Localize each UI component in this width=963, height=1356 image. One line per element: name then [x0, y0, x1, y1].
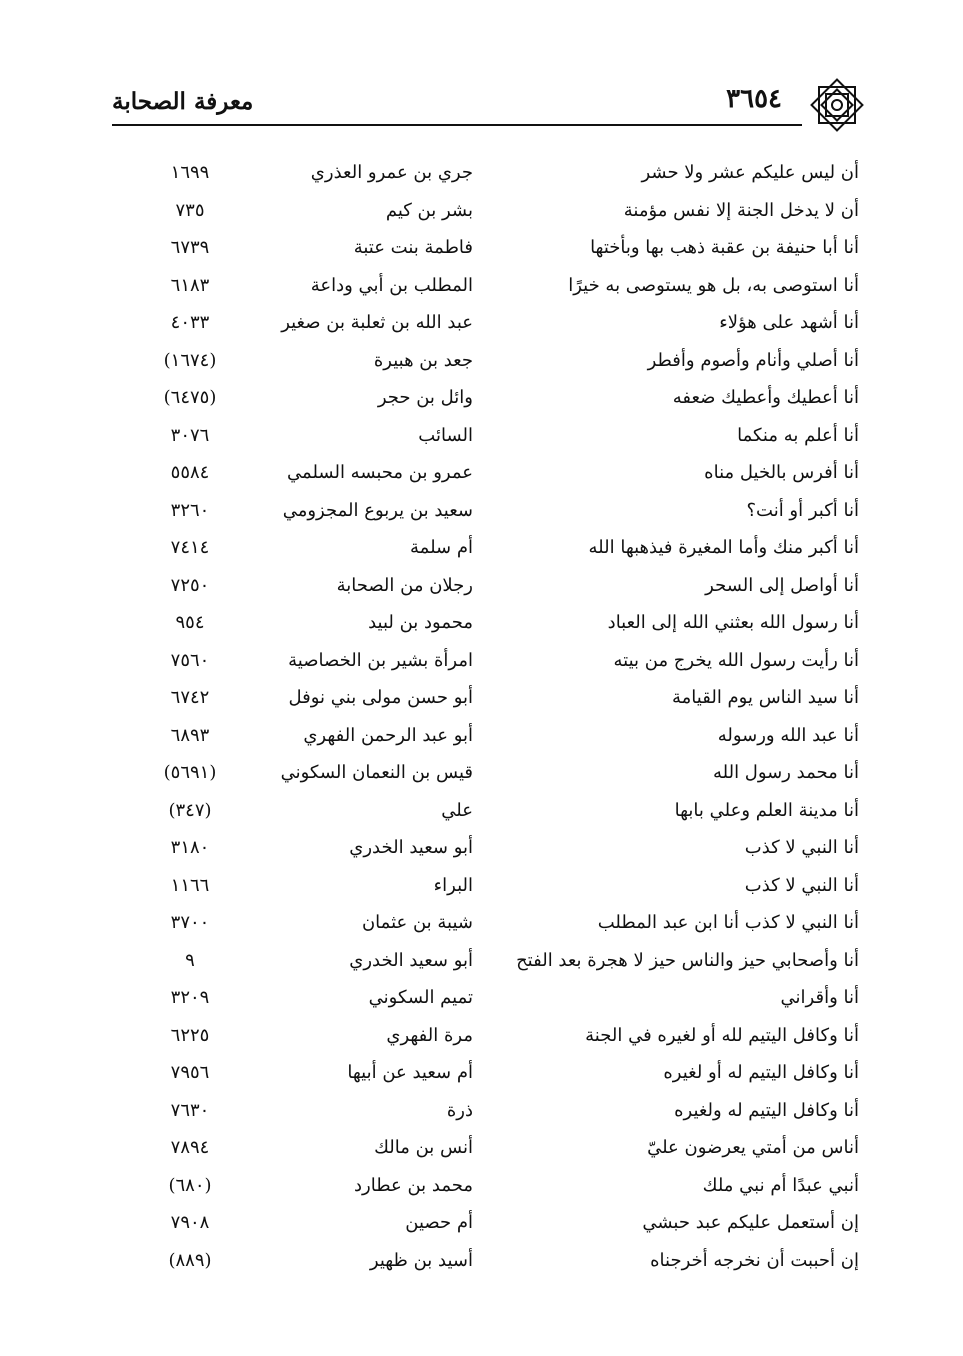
- hadith-text: أنا أعطيك وأعطيك ضعفه: [672, 387, 859, 408]
- hadith-number: (٥٦٩١): [163, 762, 217, 783]
- page-header: [112, 86, 862, 122]
- hadith-number: ٦١٨٣: [170, 274, 210, 296]
- narrator-name: شيبة بن عثمان: [361, 912, 473, 933]
- hadith-text: أنبي عبدًا أم نبي ملك: [702, 1174, 859, 1196]
- table-row: [0, 604, 963, 642]
- narrator-name: جري بن عمرو العذري: [310, 162, 473, 183]
- index-table: [0, 154, 963, 1279]
- hadith-number: (٨٨٩): [168, 1249, 212, 1271]
- hadith-number: ٧٨٩٤: [170, 1137, 210, 1158]
- hadith-number: ٧٩٥٦: [170, 1062, 210, 1083]
- hadith-number: ٧٦٣٠: [170, 1099, 210, 1121]
- narrator-name: علي: [441, 799, 473, 821]
- table-row: [0, 1204, 963, 1242]
- narrator-name: أبو عبد الرحمن الفهري: [303, 724, 473, 746]
- hadith-number: ٧٥٦٠: [170, 649, 210, 671]
- narrator-name: محمد بن عطارد: [354, 1174, 473, 1196]
- narrator-name: المطلب بن أبي وداعة: [310, 274, 473, 296]
- hadith-text: أنا عبد الله ورسوله: [717, 724, 859, 746]
- hadith-text: أنا أعلم به منكما: [737, 424, 859, 446]
- narrator-name: امرأة بشير بن الخصاصية: [288, 649, 473, 671]
- hadith-number: ٧٣٥: [175, 199, 205, 221]
- narrator-name: سعيد بن يربوع المجزومي: [282, 499, 473, 521]
- narrator-name: أبو سعيد الخدري: [349, 837, 473, 858]
- hadith-number: ٦٧٤٢: [170, 687, 210, 708]
- hadith-text: أنا محمد رسول الله: [712, 762, 859, 783]
- table-row: [0, 717, 963, 755]
- hadith-text: أنا أشهد على هؤلاء: [719, 312, 859, 333]
- table-row: [0, 642, 963, 680]
- table-row: [0, 754, 963, 792]
- hadith-text: أنا استوصى به، بل هو يستوصى به خيرًا: [568, 274, 859, 296]
- hadith-number: ٣٠٧٦: [170, 424, 210, 446]
- table-row: [0, 304, 963, 342]
- narrator-name: أنس بن مالك: [374, 1137, 473, 1158]
- hadith-text: أنا وأقراني: [780, 987, 859, 1008]
- table-row: [0, 1242, 963, 1280]
- narrator-name: السائب: [418, 424, 473, 446]
- hadith-text: أنا سيد الناس يوم القيامة: [672, 687, 859, 708]
- table-row: [0, 342, 963, 380]
- narrator-name: مرة الفهري: [386, 1024, 473, 1046]
- table-row: [0, 1054, 963, 1092]
- hadith-number: ١٦٩٩: [170, 162, 210, 183]
- hadith-number: ٣٢٠٩: [170, 987, 210, 1008]
- hadith-text: أنا رسول الله بعثني الله إلى العباد: [607, 612, 859, 633]
- hadith-number: ٣١٨٠: [170, 837, 210, 858]
- narrator-name: تميم السكوني: [368, 987, 473, 1008]
- hadith-text: إن أستعمل عليكم عبد حبشي: [642, 1212, 859, 1233]
- table-row: [0, 1092, 963, 1130]
- hadith-text: أنا أفرس بالخيل مناه: [704, 462, 859, 483]
- table-row: [0, 979, 963, 1017]
- hadith-number: ٦٧٣٩: [170, 237, 210, 258]
- table-row: [0, 529, 963, 567]
- table-row: [0, 1129, 963, 1167]
- table-row: [0, 454, 963, 492]
- narrator-name: بشر بن كيم: [385, 199, 473, 221]
- table-row: [0, 567, 963, 605]
- hadith-text: أنا النبي لا كذب أنا ابن عبد المطلب: [597, 912, 859, 933]
- hadith-text: أنا مدينة العلم وعلي بابها: [674, 799, 859, 821]
- hadith-text: أنا أصلي وأنام وأصوم وأفطر: [647, 349, 859, 371]
- table-row: [0, 679, 963, 717]
- hadith-number: ٧٩٠٨: [170, 1212, 210, 1233]
- narrator-name: عمرو بن محبسه السلمي: [287, 462, 473, 483]
- narrator-name: البراء: [433, 874, 473, 896]
- narrator-name: محمود بن لبيد: [368, 612, 473, 633]
- hadith-text: أنا النبي لا كذب: [744, 837, 859, 858]
- hadith-number: ٧٢٥٠: [170, 574, 210, 596]
- hadith-number: (٦٤٧٥): [163, 387, 217, 408]
- hadith-text: أنا أواصل إلى السحر: [705, 574, 859, 596]
- table-row: [0, 1167, 963, 1205]
- narrator-name: أم حصين: [405, 1212, 473, 1233]
- narrator-name: وائل بن حجر: [377, 387, 473, 408]
- narrator-name: قيس بن النعمان السكوني: [280, 762, 473, 783]
- hadith-number: ٣٢٦٠: [170, 499, 210, 521]
- hadith-text: أنا أكبر منك وأما المغيرة فيذهبها الله: [588, 537, 859, 558]
- hadith-text: أنا النبي لا كذب: [744, 874, 859, 896]
- table-row: [0, 792, 963, 830]
- narrator-name: أبو سعيد الخدري: [349, 949, 473, 971]
- hadith-number: ٤٠٣٣: [170, 312, 210, 333]
- hadith-number: ٦٨٩٣: [170, 724, 210, 746]
- hadith-number: ١١٦٦: [170, 874, 210, 896]
- table-row: [0, 904, 963, 942]
- hadith-number: (٦٨٠): [168, 1174, 212, 1196]
- book-title: معرفة الصحابة: [112, 88, 254, 115]
- narrator-name: أبو حسن مولى بني نوفل: [288, 687, 473, 708]
- table-row: [0, 417, 963, 455]
- narrator-name: جعد بن هبيرة: [373, 349, 473, 371]
- hadith-text: أنا رأيت رسول الله يخرج من بيته: [613, 649, 859, 671]
- hadith-text: أنا وأصحابي حيز والناس حيز لا هجرة بعد الفتح: [516, 949, 859, 971]
- table-row: [0, 229, 963, 267]
- hadith-number: ٩: [185, 949, 195, 971]
- table-row: [0, 267, 963, 305]
- table-row: [0, 192, 963, 230]
- table-row: [0, 154, 963, 192]
- narrator-name: فاطمة بنت عتبة: [353, 237, 473, 258]
- narrator-name: ذرة: [446, 1099, 473, 1121]
- ornament-icon: [806, 74, 868, 136]
- page-number: ٣٦٥٤: [726, 84, 782, 114]
- hadith-number: ٧٤١٤: [170, 537, 210, 558]
- table-row: [0, 867, 963, 905]
- hadith-text: أنا وكافل اليتيم له أو لغيره: [663, 1062, 859, 1083]
- table-row: [0, 829, 963, 867]
- table-row: [0, 1017, 963, 1055]
- hadith-number: (١٦٧٤): [163, 349, 217, 371]
- hadith-text: أنا وكافل اليتيم لله أو لغيره في الجنة: [585, 1024, 859, 1046]
- hadith-text: أن ليس عليكم عشر ولا حشر: [641, 162, 859, 183]
- hadith-text: إن أحببت أن نخرجه أخرجناه: [650, 1249, 859, 1271]
- narrator-name: رجلان من الصحابة: [336, 574, 473, 596]
- hadith-number: ٩٥٤: [175, 612, 205, 633]
- narrator-name: أسيد بن ظهير: [369, 1249, 473, 1271]
- hadith-number: ٦٢٢٥: [170, 1024, 210, 1046]
- narrator-name: أم سعيد عن أبيها: [347, 1062, 473, 1083]
- hadith-text: أنا أبا حنيفة بن عقبة ذهب بها وبأختها: [590, 237, 859, 258]
- narrator-name: عبد الله بن ثعلبة بن صغير: [281, 312, 473, 333]
- header-rule: [112, 124, 802, 126]
- hadith-number: ٣٧٠٠: [170, 912, 210, 933]
- table-row: [0, 379, 963, 417]
- hadith-text: أن لا يدخل الجنة إلا نفس مؤمنة: [623, 199, 859, 221]
- hadith-text: أنا وكافل اليتيم له ولغيره: [674, 1099, 859, 1121]
- hadith-number: ٥٥٨٤: [170, 462, 210, 483]
- hadith-number: (٣٤٧): [168, 799, 212, 821]
- table-row: [0, 942, 963, 980]
- hadith-text: أناس من أمتي يعرضون عليّ: [647, 1137, 859, 1158]
- hadith-text: أنا أكبر أو أنت؟: [746, 499, 859, 521]
- narrator-name: أم سلمة: [410, 537, 473, 558]
- table-row: [0, 492, 963, 530]
